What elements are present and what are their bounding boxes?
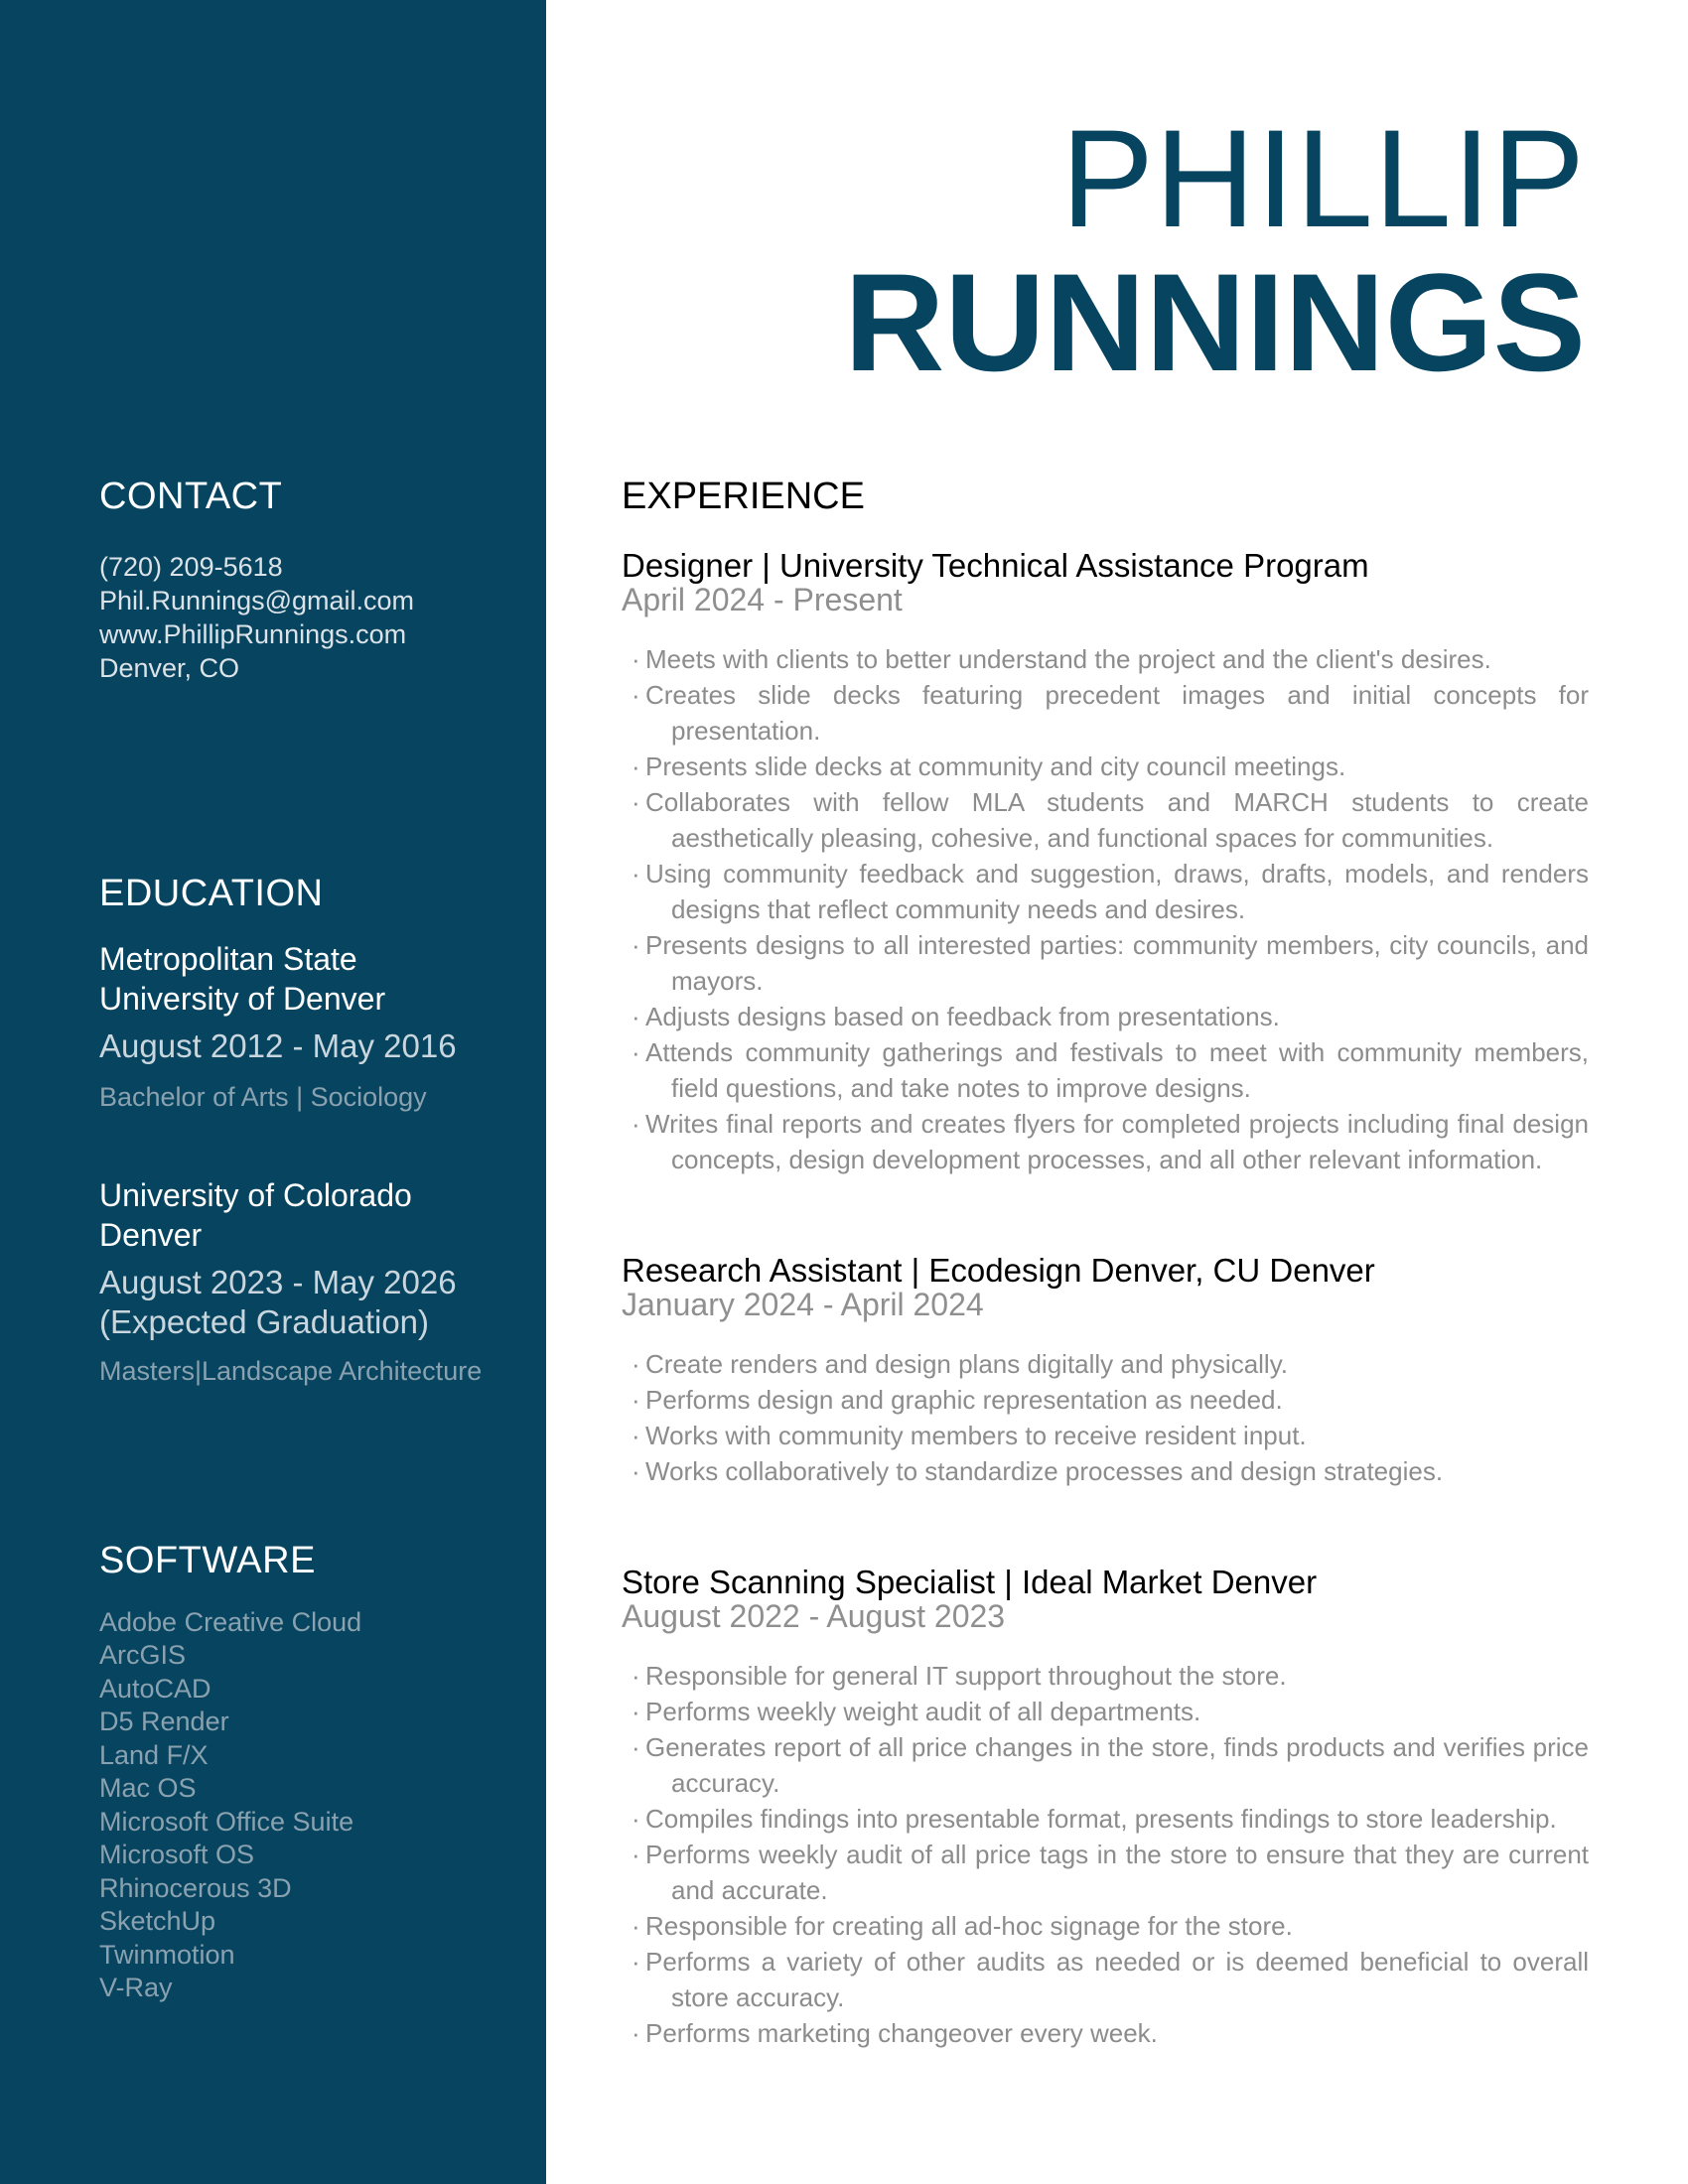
- education-school: University of Colorado: [99, 1176, 412, 1213]
- job-bullet: · Creates slide decks featuring precedent images and initial concepts for presentation.: [632, 679, 1589, 746]
- software-item: ArcGIS: [99, 1640, 187, 1671]
- contact-phone: (720) 209-5618: [99, 551, 283, 582]
- software-item: Twinmotion: [99, 1939, 235, 1970]
- software-item: SketchUp: [99, 1906, 216, 1937]
- contact-website: www.PhillipRunnings.com: [99, 618, 407, 649]
- software-item: Land F/X: [99, 1739, 209, 1770]
- education-school: University of Denver: [99, 980, 386, 1017]
- job-dates: April 2024 - Present: [622, 581, 903, 617]
- job-bullet: · Works collaboratively to standardize processes and design strategies.: [632, 1455, 1444, 1486]
- job-bullet: · Performs design and graphic representation as needed.: [632, 1384, 1283, 1415]
- education-school: Denver: [99, 1216, 203, 1253]
- software-item: Microsoft OS: [99, 1840, 255, 1870]
- job-bullet: · Performs weekly weight audit of all departments.: [632, 1696, 1201, 1726]
- education-entry: [99, 1175, 516, 1388]
- education-entry: [99, 939, 516, 1114]
- software-item: Microsoft Office Suite: [99, 1806, 354, 1837]
- job-bullet: · Create renders and design plans digitally and physically.: [632, 1348, 1289, 1379]
- job-bullet: · Generates report of all price changes in the store, finds products and verifies price accuracy.: [632, 1731, 1589, 1798]
- software-item: Adobe Creative Cloud: [99, 1606, 362, 1637]
- job-bullet: · Meets with clients to better understand the project and the client's desires.: [632, 643, 1491, 674]
- job-bullet: · Performs a variety of other audits as needed or is deemed beneficial to overall store accuracy.: [632, 1946, 1589, 2012]
- contact-heading: CONTACT: [99, 476, 283, 517]
- job-entry: [622, 1565, 1589, 2051]
- education-dates: August 2012 - May 2016: [99, 1026, 457, 1064]
- education-dates: August 2023 - May 2026: [99, 1263, 457, 1300]
- job-dates: August 2022 - August 2023: [622, 1597, 1006, 1634]
- software-heading: SOFTWARE: [99, 1540, 316, 1581]
- job-bullet: · Adjusts designs based on feedback from presentations.: [632, 1001, 1280, 1031]
- job-entry: [622, 548, 1589, 1177]
- job-bullet: · Writes final reports and creates flyers for completed projects including final design concepts, design development processes, and all other relevant information.: [632, 1108, 1589, 1174]
- software-item: AutoCAD: [99, 1673, 211, 1704]
- last-name: RUNNINGS: [844, 244, 1586, 400]
- job-bullets: [622, 1658, 1589, 2051]
- job-bullet: · Using community feedback and suggestion, draws, drafts, models, and renders designs that reflect community needs and desires.: [632, 858, 1589, 924]
- job-bullet: · Presents slide decks at community and city council meetings.: [632, 751, 1346, 781]
- contact-email: Phil.Runnings@gmail.com: [99, 585, 415, 615]
- education-school: Metropolitan State: [99, 940, 357, 977]
- experience-heading: EXPERIENCE: [622, 476, 865, 517]
- job-bullet: · Responsible for creating all ad-hoc signage for the store.: [632, 1910, 1293, 1941]
- job-entry: [622, 1253, 1589, 1489]
- job-bullets: [622, 1346, 1589, 1489]
- first-name: PHILLIP: [1060, 100, 1586, 256]
- contact-section: [99, 475, 516, 685]
- software-section: [99, 1539, 516, 2005]
- job-title: Research Assistant | Ecodesign Denver, CU Denver: [622, 1251, 1375, 1289]
- education-heading: EDUCATION: [99, 873, 324, 914]
- job-bullets: [622, 641, 1589, 1177]
- job-title: Designer | University Technical Assistance Program: [622, 546, 1369, 584]
- job-bullet: · Works with community members to receive resident input.: [632, 1420, 1307, 1450]
- education-dates-note: (Expected Graduation): [99, 1302, 430, 1340]
- job-bullet: · Attends community gatherings and festivals to meet with community members, field questions, and take notes to improve designs.: [632, 1036, 1589, 1103]
- job-dates: January 2024 - April 2024: [622, 1286, 984, 1322]
- sidebar: [0, 0, 546, 2184]
- software-item: V-Ray: [99, 1973, 173, 2003]
- job-bullet: · Collaborates with fellow MLA students and MARCH students to create aesthetically pleasing, cohesive, and functional spaces for communities.: [632, 786, 1589, 853]
- education-degree: Bachelor of Arts | Sociology: [99, 1081, 427, 1112]
- job-bullet: · Performs marketing changeover every week.: [632, 2017, 1158, 2048]
- software-item: D5 Render: [99, 1706, 229, 1737]
- job-title: Store Scanning Specialist | Ideal Market Denver: [622, 1563, 1318, 1600]
- education-degree: Masters|Landscape Architecture: [99, 1355, 483, 1386]
- name-header: [844, 100, 1586, 400]
- experience-section: [622, 475, 1589, 2051]
- job-bullet: · Performs weekly audit of all price tags in the store to ensure that they are current and accurate.: [632, 1839, 1589, 1905]
- job-bullet: · Responsible for general IT support throughout the store.: [632, 1660, 1287, 1691]
- job-bullet: · Compiles findings into presentable format, presents findings to store leadership.: [632, 1803, 1557, 1834]
- contact-location: Denver, CO: [99, 652, 240, 683]
- software-item: Mac OS: [99, 1773, 197, 1804]
- education-section: [99, 872, 516, 1388]
- software-item: Rhinocerous 3D: [99, 1872, 292, 1903]
- job-bullet: · Presents designs to all interested parties: community members, city councils, and mayors.: [632, 929, 1589, 996]
